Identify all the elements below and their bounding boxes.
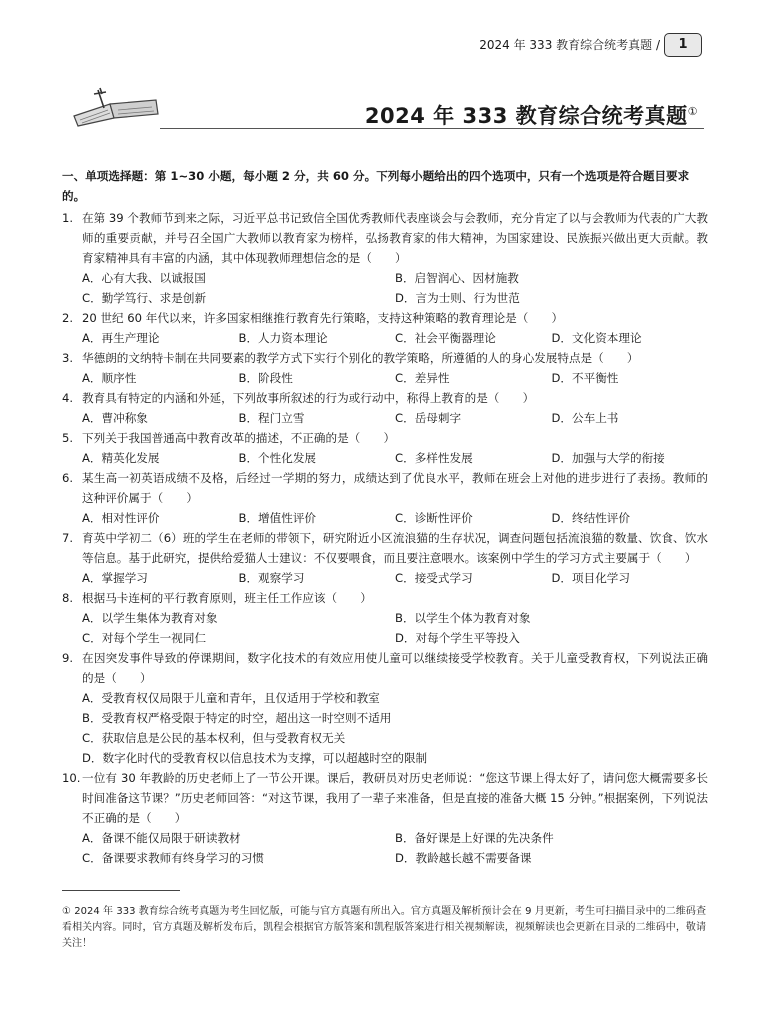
option-c: C．备课要求教师有终身学习的习惯 bbox=[82, 851, 265, 865]
option-b: B．增值性评价 bbox=[238, 511, 317, 525]
question-7 bbox=[62, 528, 708, 588]
question-9 bbox=[62, 648, 708, 768]
question-number: 1. bbox=[62, 211, 74, 225]
running-header-title: 2024 年 333 教育综合统考真题 / bbox=[479, 38, 660, 52]
option-a: A．精英化发展 bbox=[82, 451, 160, 465]
question-section bbox=[62, 166, 708, 868]
option-c: C．对每个学生一视同仁 bbox=[82, 631, 207, 645]
page-number-box: 1 bbox=[664, 33, 702, 57]
question-number: 2. bbox=[62, 311, 74, 325]
question-number: 6. bbox=[62, 471, 74, 485]
option-a: A．受教育权仅局限于儿童和青年，且仅适用于学校和教室 bbox=[82, 691, 380, 705]
question-5 bbox=[62, 428, 708, 468]
option-b: B．人力资本理论 bbox=[238, 331, 328, 345]
option-a: A．掌握学习 bbox=[82, 571, 148, 585]
question-stem: 20 世纪 60 年代以来，许多国家相继推行教育先行策略，支持这种策略的教育理论是（ ） bbox=[82, 311, 564, 325]
option-b: B．以学生个体为教育对象 bbox=[395, 611, 531, 625]
question-stem: 华德朗的文纳特卡制在共同要素的教学方式下实行个别化的教学策略，所遵循的人的身心发展特点是（ ） bbox=[82, 351, 639, 365]
question-1 bbox=[62, 208, 708, 308]
option-d: D．言为士则、行为世范 bbox=[395, 291, 520, 305]
question-stem: 下列关于我国普通高中教育改革的描述，不正确的是（ ） bbox=[82, 431, 396, 445]
option-b: B．受教育权严格受限于特定的时空，超出这一时空则不适用 bbox=[82, 711, 392, 725]
option-d: D．数字化时代的受教育权以信息技术为支撑，可以超越时空的限制 bbox=[82, 751, 428, 765]
option-c: C．岳母刺字 bbox=[395, 411, 462, 425]
option-d: D．教龄越长越不需要备课 bbox=[395, 851, 532, 865]
page-title-text: 2024 年 333 教育综合统考真题 bbox=[364, 104, 688, 128]
question-number: 3. bbox=[62, 351, 74, 365]
question-3 bbox=[62, 348, 708, 388]
option-c: C．社会平衡器理论 bbox=[395, 331, 496, 345]
option-c: C．获取信息是公民的基本权利，但与受教育权无关 bbox=[82, 731, 346, 745]
option-a: A．顺序性 bbox=[82, 371, 137, 385]
option-a: A．再生产理论 bbox=[82, 331, 160, 345]
question-number: 10. bbox=[62, 771, 81, 785]
option-d: D．公车上书 bbox=[551, 411, 619, 425]
option-c: C．差异性 bbox=[395, 371, 450, 385]
option-b: B．启智润心、因材施教 bbox=[395, 271, 519, 285]
page-title bbox=[365, 100, 698, 130]
option-b: B．个性化发展 bbox=[238, 451, 317, 465]
option-d: D．加强与大学的衔接 bbox=[551, 451, 665, 465]
footnote-divider bbox=[62, 890, 180, 891]
question-10 bbox=[62, 768, 708, 868]
question-stem: 某生高一初英语成绩不及格，后经过一学期的努力，成绩达到了优良水平，教师在班会上对他的进步进行了表扬。教师的这种评价属于（ ） bbox=[82, 471, 708, 505]
option-d: D．不平衡性 bbox=[551, 371, 619, 385]
question-stem: 在第 39 个教师节到来之际，习近平总书记致信全国优秀教师代表座谈会与会教师，充分肯定了以与会教师为代表的广大教师的重要贡献，并号召全国广大教师以教育家为榜样，弘扬教育家的伟大精神，为国家建设、民族振兴做出更大贡献。教育家精神具有丰富的内涵，其中体现教师理想信念的是（ ） bbox=[82, 211, 708, 265]
question-stem: 教育具有特定的内涵和外延，下列故事所叙述的行为或行动中，称得上教育的是（ ） bbox=[82, 391, 535, 405]
question-number: 4. bbox=[62, 391, 74, 405]
option-b: B．观察学习 bbox=[238, 571, 305, 585]
question-stem: 一位有 30 年教龄的历史老师上了一节公开课。课后，教研员对历史老师说：“您这节课上得太好了，请问您大概需要多长时间准备这节课？”历史老师回答：“对这节课，我用了一辈子来准备，但是直接的准备大概 15 分钟。”根据案例，下列说法不正确的是（ ） bbox=[82, 771, 708, 825]
option-a: A．相对性评价 bbox=[82, 511, 160, 525]
question-number: 8. bbox=[62, 591, 74, 605]
question-number: 7. bbox=[62, 531, 74, 545]
option-c: C．勤学笃行、求是创新 bbox=[82, 291, 207, 305]
option-d: D．文化资本理论 bbox=[551, 331, 642, 345]
option-c: C．多样性发展 bbox=[395, 451, 473, 465]
option-b: B．程门立雪 bbox=[238, 411, 305, 425]
option-a: A．备课不能仅局限于研读教材 bbox=[82, 831, 241, 845]
question-2 bbox=[62, 308, 708, 348]
footnote: ① 2024 年 333 教育综合统考真题为考生回忆版，可能与官方真题有所出入。官方真题及解析预计会在 9 月更新，考生可扫描目录中的二维码查看相关内容。同时，官方真题及解析发布后，凯程会根据官方版答案和凯程版答案进行相关视频解读，视频解读也会更新在目录的二维码中，敬请关注！ bbox=[62, 906, 706, 949]
option-d: D．终结性评价 bbox=[551, 511, 630, 525]
footnote-marker: ① bbox=[687, 105, 698, 118]
option-a: A．曹冲称象 bbox=[82, 411, 148, 425]
open-book-icon bbox=[70, 86, 162, 128]
question-8 bbox=[62, 588, 708, 648]
question-number: 9. bbox=[62, 651, 74, 665]
option-d: D．对每个学生平等投入 bbox=[395, 631, 520, 645]
option-b: B．阶段性 bbox=[238, 371, 293, 385]
option-a: A．心有大我、以诚报国 bbox=[82, 271, 206, 285]
question-6 bbox=[62, 468, 708, 528]
section-heading: 一、单项选择题：第 1~30 小题，每小题 2 分，共 60 分。下列每小题给出的四个选项中，只有一个选项是符合题目要求的。 bbox=[62, 169, 690, 203]
option-b: B．备好课是上好课的先决条件 bbox=[395, 831, 554, 845]
option-c: C．接受式学习 bbox=[395, 571, 473, 585]
option-d: D．项目化学习 bbox=[551, 571, 630, 585]
question-stem: 根据马卡连柯的平行教育原则，班主任工作应该（ ） bbox=[82, 591, 372, 605]
question-stem: 在因突发事件导致的停课期间，数字化技术的有效应用使儿童可以继续接受学校教育。关于儿童受教育权，下列说法正确的是（ ） bbox=[82, 651, 708, 685]
question-4 bbox=[62, 388, 708, 428]
option-c: C．诊断性评价 bbox=[395, 511, 473, 525]
question-number: 5. bbox=[62, 431, 74, 445]
question-stem: 育英中学初二（6）班的学生在老师的带领下，研究附近小区流浪猫的生存状况，调查问题包括流浪猫的数量、饮食、饮水等信息。基于此研究，提供给爱猫人士建议：不仅要喂食，而且要注意喂水。该案例中学生的学习方式主要属于（ ） bbox=[82, 531, 708, 565]
option-a: A．以学生集体为教育对象 bbox=[82, 611, 218, 625]
